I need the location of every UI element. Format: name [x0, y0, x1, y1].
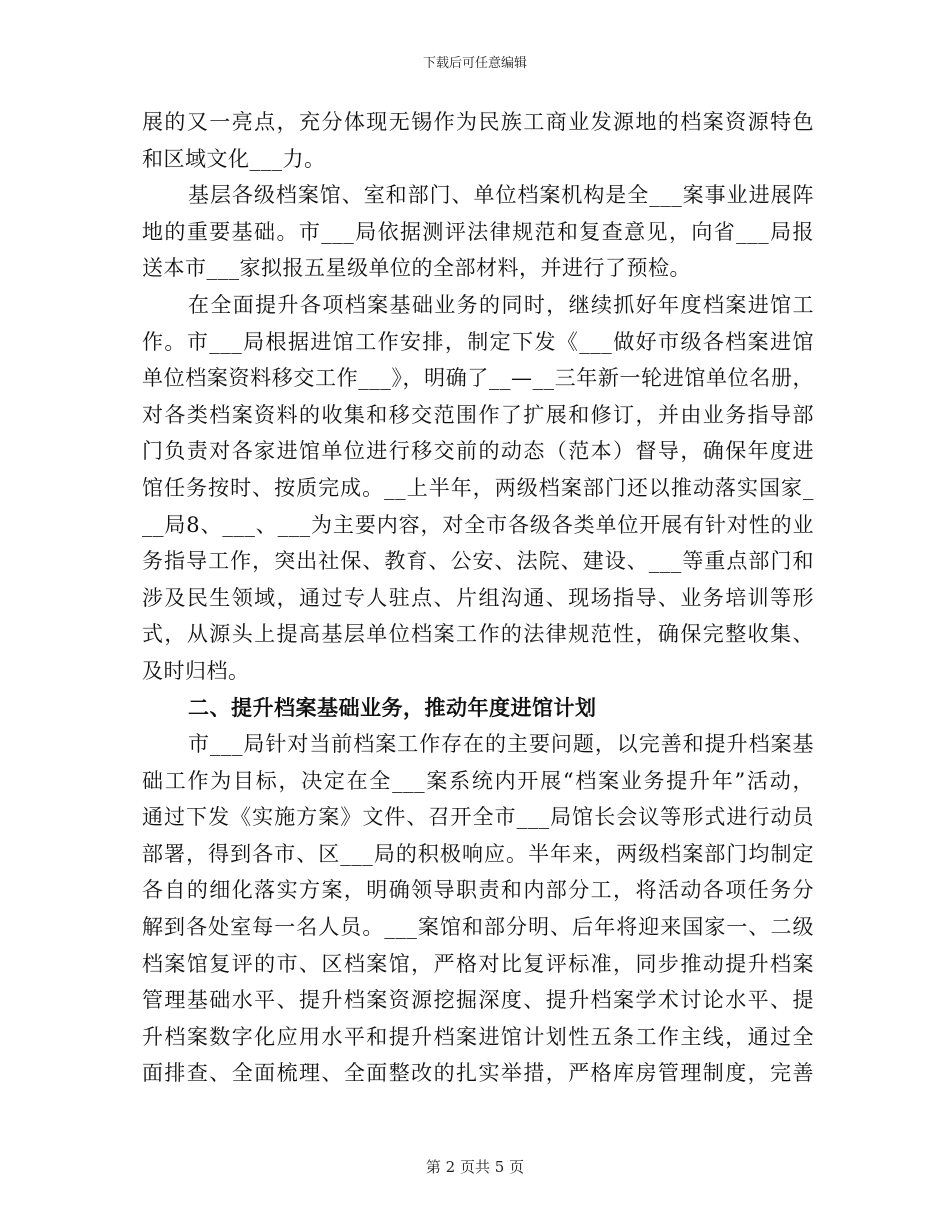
paragraph-first-line: 基层各级档案馆、室和部门、单位档案机构是全___案事业进展阵 — [188, 183, 814, 208]
text-line: 升档案数字化应用水平和提升档案进馆计划性五条工作主线，通过全 — [142, 1024, 814, 1049]
text-line: 单位档案资料移交工作___》，明确了__—__三年新一轮进馆单位名册， — [142, 366, 814, 391]
text-line: 档案馆复评的市、区档案馆，严格对比复评标准，同步推动提升档案 — [142, 951, 814, 976]
page-footer: 第 2 页共 5 页 — [425, 1158, 525, 1176]
text-line: 送本市___家拟报五星级单位的全部材料，并进行了预检。 — [142, 256, 691, 281]
text-line: 通过下发《实施方案》文件、召开全市___局馆长会议等形式进行动员 — [142, 805, 814, 830]
text-line: 部署，得到各市、区___局的积极响应。半年来，两级档案部门均制定 — [142, 841, 814, 866]
text-line: __局8、___、___为主要内容，对全市各级各类单位开展有针对性的业 — [142, 512, 814, 537]
text-line: 务指导工作，突出社保、教育、公安、法院、建设、___等重点部门和 — [142, 549, 814, 574]
text-line: 式，从源头上提高基层单位档案工作的法律规范性，确保完整收集、 — [142, 622, 814, 647]
text-line: 作。市___局根据进馆工作安排，制定下发《___做好市级各档案进馆 — [142, 329, 814, 354]
text-line: 馆任务按时、按质完成。__上半年，两级档案部门还以推动落实国家_ — [142, 475, 814, 500]
page-header: 下载后可任意编辑 — [422, 56, 527, 71]
paragraph-first-line: 市___局针对当前档案工作存在的主要问题，以完善和提升档案基 — [188, 732, 814, 757]
text-line: 及时归档。 — [142, 658, 250, 683]
text-line: 面排查、全面梳理、全面整改的扎实举措，严格库房管理制度，完善 — [142, 1061, 814, 1086]
text-line: 展的又一亮点，充分体现无锡作为民族工商业发源地的档案资源特色 — [142, 110, 814, 134]
text-line: 涉及民生领域，通过专人驻点、片组沟通、现场指导、业务培训等形 — [142, 585, 814, 610]
text-line: 地的重要基础。市___局依据测评法律规范和复查意见，向省___局报 — [142, 219, 814, 244]
text-line: 解到各处室每一名人员。___案馆和部分明、后年将迎来国家一、二级 — [142, 915, 814, 940]
text-line: 和区域文化___力。 — [142, 146, 326, 171]
section-heading: 二、提升档案基础业务，推动年度进馆计划 — [188, 694, 597, 720]
paragraph-first-line: 在全面提升各项档案基础业务的同时，继续抓好年度档案进馆工 — [188, 292, 814, 317]
text-line: 础工作为目标，决定在全___案系统内开展“档案业务提升年”活动， — [142, 768, 814, 793]
text-line: 各自的细化落实方案，明确领导职责和内部分工，将活动各项任务分 — [142, 878, 814, 903]
document-body — [142, 104, 814, 1092]
text-line: 管理基础水平、提升档案资源挖掘深度、提升档案学术讨论水平、提 — [142, 988, 814, 1013]
text-line: 对各类档案资料的收集和移交范围作了扩展和修订，并由业务指导部 — [142, 402, 814, 427]
text-line: 门负责对各家进馆单位进行移交前的动态（范本）督导，确保年度进 — [142, 439, 814, 464]
